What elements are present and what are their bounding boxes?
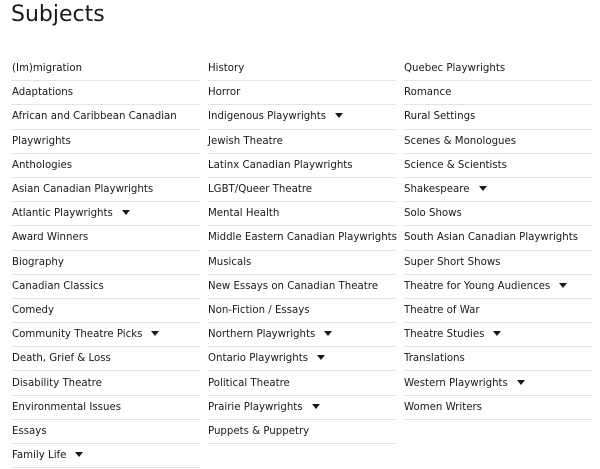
subject-label: African and Caribbean Canadian [12, 111, 177, 123]
subject-label: Shakespeare [404, 184, 470, 196]
subject-link-science-scientists[interactable] [404, 154, 592, 178]
subject-label: Western Playwrights [404, 377, 508, 389]
subject-label: Political Theatre [208, 377, 290, 389]
caret-down-icon[interactable] [317, 355, 325, 360]
subject-link-essays[interactable] [12, 420, 200, 444]
subject-label: Non-Fiction / Essays [208, 304, 310, 316]
subject-link-romance[interactable] [404, 81, 592, 105]
subject-label: Prairie Playwrights [208, 401, 303, 413]
page-title: Subjects [11, 2, 105, 27]
subject-label: Science & Scientists [404, 159, 507, 171]
subject-label: Theatre for Young Audiences [404, 280, 551, 292]
subject-label: New Essays on Canadian Theatre [208, 280, 378, 292]
subject-label: Biography [12, 256, 64, 268]
subject-link-theatre-studies[interactable] [404, 323, 592, 347]
subject-label: Super Short Shows [404, 256, 501, 268]
subject-label: Solo Shows [404, 208, 462, 220]
subject-label: Puppets & Puppetry [208, 425, 310, 437]
subject-label: Essays [12, 425, 47, 437]
subjects-column-1 [12, 57, 200, 468]
subject-label: Rural Settings [404, 111, 476, 123]
subject-link-indigenous-playwrights[interactable] [208, 105, 396, 129]
subject-label: Adaptations [12, 87, 74, 99]
subject-label: Women Writers [404, 401, 482, 413]
subject-link-theatre-of-war[interactable] [404, 299, 592, 323]
caret-down-icon[interactable] [559, 283, 567, 288]
subjects-column-2 [208, 57, 396, 444]
subject-label: Disability Theatre [12, 377, 102, 389]
subject-link-canadian-classics[interactable] [12, 275, 200, 299]
subject-link-asian-canadian-playwrights[interactable] [12, 178, 200, 202]
subject-link-family-life[interactable] [12, 444, 200, 468]
subject-label: Death, Grief & Loss [12, 353, 111, 365]
subject-label: Family Life [12, 450, 67, 462]
subject-link-translations[interactable] [404, 347, 592, 371]
subject-label: Jewish Theatre [208, 135, 283, 147]
subject-label: Playwrights [12, 135, 71, 147]
subject-label: Ontario Playwrights [208, 353, 309, 365]
subject-link-prairie-playwrights[interactable] [208, 396, 396, 420]
subject-link-ontario-playwrights[interactable] [208, 347, 396, 371]
caret-down-icon[interactable] [122, 210, 130, 215]
subject-link-playwrights[interactable] [12, 130, 200, 154]
subject-link-environmental-issues[interactable] [12, 396, 200, 420]
subject-link-community-theatre-picks[interactable] [12, 323, 200, 347]
subject-label: Anthologies [12, 159, 73, 171]
subject-label: History [208, 63, 245, 75]
subject-label: Comedy [12, 304, 55, 316]
subject-link-latinx-canadian-playwrights[interactable] [208, 154, 396, 178]
subject-link-middle-eastern-canadian-playwrights[interactable] [208, 226, 396, 250]
caret-down-icon[interactable] [75, 452, 83, 457]
subject-label: Translations [404, 353, 465, 365]
subject-label: Scenes & Monologues [404, 135, 517, 147]
subject-link-northern-playwrights[interactable] [208, 323, 396, 347]
caret-down-icon[interactable] [517, 380, 525, 385]
subject-label: Theatre of War [404, 304, 480, 316]
subject-link-death-grief-loss[interactable] [12, 347, 200, 371]
subject-label: (Im)migration [12, 63, 83, 75]
subject-link-atlantic-playwrights[interactable] [12, 202, 200, 226]
caret-down-icon[interactable] [479, 186, 487, 191]
subject-link-super-short-shows[interactable] [404, 251, 592, 275]
subject-link-anthologies[interactable] [12, 154, 200, 178]
subject-link-theatre-for-young-audiences[interactable] [404, 275, 592, 299]
subject-link-musicals[interactable] [208, 251, 396, 275]
caret-down-icon[interactable] [493, 331, 501, 336]
subject-link-disability-theatre[interactable] [12, 371, 200, 395]
subject-link-scenes-monologues[interactable] [404, 130, 592, 154]
subject-link-political-theatre[interactable] [208, 371, 396, 395]
subject-link-award-winners[interactable] [12, 226, 200, 250]
subject-label: Quebec Playwrights [404, 63, 506, 75]
subject-link-horror[interactable] [208, 81, 396, 105]
subject-link-shakespeare[interactable] [404, 178, 592, 202]
subject-label: Asian Canadian Playwrights [12, 184, 154, 196]
caret-down-icon[interactable] [335, 113, 343, 118]
subject-link-new-essays-on-canadian-theatre[interactable] [208, 275, 396, 299]
caret-down-icon[interactable] [151, 331, 159, 336]
caret-down-icon[interactable] [324, 331, 332, 336]
caret-down-icon[interactable] [312, 404, 320, 409]
subjects-column-3 [404, 57, 592, 420]
subject-link-western-playwrights[interactable] [404, 371, 592, 395]
subject-link-african-and-caribbean-canadian[interactable] [12, 105, 200, 129]
subject-link-puppets-puppetry[interactable] [208, 420, 396, 444]
subject-label: Romance [404, 87, 452, 99]
subject-link-adaptations[interactable] [12, 81, 200, 105]
subject-link-comedy[interactable] [12, 299, 200, 323]
subject-label: Middle Eastern Canadian Playwrights [208, 232, 397, 244]
subject-label: Indigenous Playwrights [208, 111, 327, 123]
subject-label: Canadian Classics [12, 280, 104, 292]
subject-link-rural-settings[interactable] [404, 105, 592, 129]
subject-label: Environmental Issues [12, 401, 122, 413]
subject-link-lgbt-queer-theatre[interactable] [208, 178, 396, 202]
subject-label: Horror [208, 87, 241, 99]
subject-link-non-fiction-essays[interactable] [208, 299, 396, 323]
subject-label: Musicals [208, 256, 252, 268]
subject-link-south-asian-canadian-playwrights[interactable] [404, 226, 592, 250]
subject-label: Latinx Canadian Playwrights [208, 159, 353, 171]
subject-link-quebec-playwrights[interactable] [404, 57, 592, 81]
subject-label: Atlantic Playwrights [12, 208, 113, 220]
subject-label: Mental Health [208, 208, 280, 220]
subject-label: Northern Playwrights [208, 329, 316, 341]
subject-label: South Asian Canadian Playwrights [404, 232, 579, 244]
subject-label: Community Theatre Picks [12, 329, 143, 341]
subject-link-history[interactable] [208, 57, 396, 81]
subject-label: Theatre Studies [404, 329, 485, 341]
subject-link-mental-health[interactable] [208, 202, 396, 226]
subject-link-im-migration[interactable] [12, 57, 200, 81]
subject-link-jewish-theatre[interactable] [208, 130, 396, 154]
subject-link-women-writers[interactable] [404, 396, 592, 420]
subject-link-solo-shows[interactable] [404, 202, 592, 226]
subject-link-biography[interactable] [12, 251, 200, 275]
subject-label: Award Winners [12, 232, 89, 244]
subject-label: LGBT/Queer Theatre [208, 184, 313, 196]
